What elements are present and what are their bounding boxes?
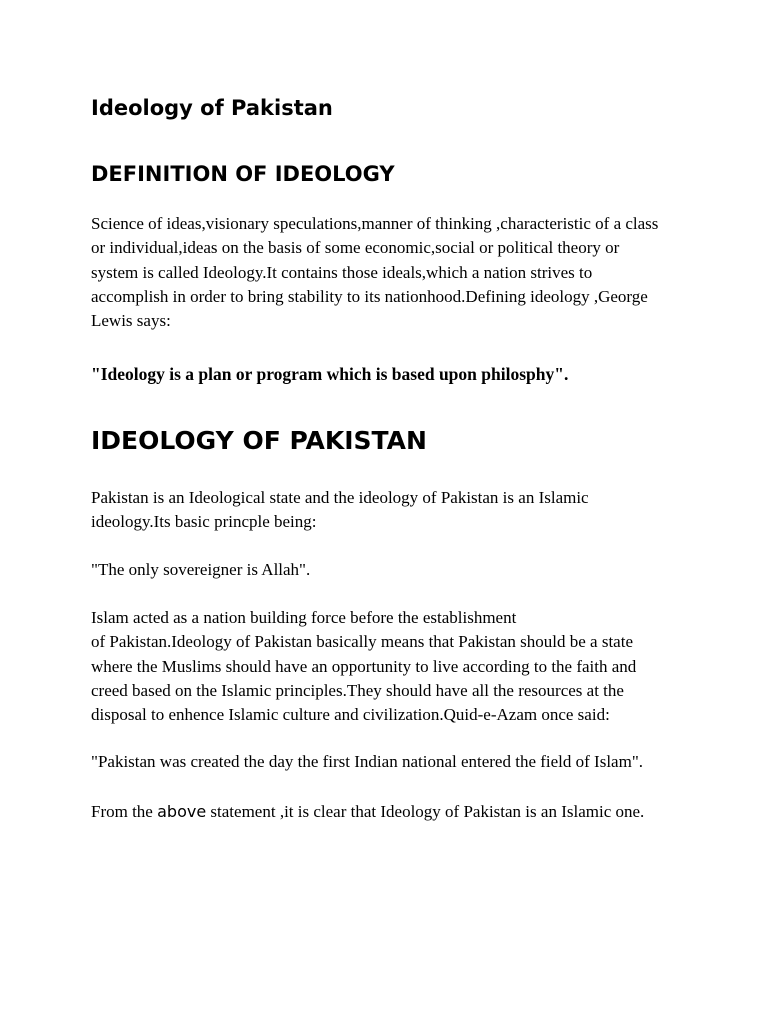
paragraph-line: Science of ideas,visionary speculations,manner of thinking ,characteristic of a class [91,214,659,233]
quaid-e-azam-quote: "Pakistan was created the day the first Indian national entered the field of Islam". [91,752,644,771]
paragraph-line: where the Muslims should have an opportunity to live according to the faith and [91,656,637,676]
paragraph-line: Islam acted as a nation building force before the establishment [91,608,517,627]
paragraph-line: of Pakistan.Ideology of Pakistan basically means that Pakistan should be a state [91,632,633,652]
paragraph-line: ideology.Its basic princple being: [91,512,317,532]
paragraph-line: Lewis says: [91,311,171,331]
conclusion-text-after: statement ,it is clear that Ideology of Pakistan is an Islamic one. [206,802,645,821]
document-title: Ideology of Pakistan [91,96,333,120]
sovereigner-quote: "The only sovereigner is Allah". [91,560,311,579]
islam-nation-building-paragraph [91,606,691,727]
conclusion-text-before: From the [91,802,158,821]
paragraph-line: accomplish in order to bring stability to its nationhood.Defining ideology ,George [91,286,648,306]
conclusion-emphasis-word: above [157,802,207,821]
conclusion-paragraph [91,800,691,824]
paragraph-line: or individual,ideas on the basis of some economic,social or political theory or [91,238,620,258]
paragraph-line: creed based on the Islamic principles.They should have all the resources at the [91,680,624,700]
definition-paragraph [91,212,691,333]
paragraph-line: Pakistan is an Ideological state and the ideology of Pakistan is an Islamic [91,488,589,507]
pakistan-ideology-paragraph [91,486,691,535]
ideology-definition-quote: "Ideology is a plan or program which is based upon philosphy". [91,364,569,384]
heading-definition-of-ideology: DEFINITION OF IDEOLOGY [91,162,395,186]
paragraph-line: system is called Ideology.It contains those ideals,which a nation strives to [91,262,593,282]
heading-ideology-of-pakistan: IDEOLOGY OF PAKISTAN [91,426,427,455]
paragraph-line: disposal to enhence Islamic culture and civilization.Quid-e-Azam once said: [91,705,610,725]
